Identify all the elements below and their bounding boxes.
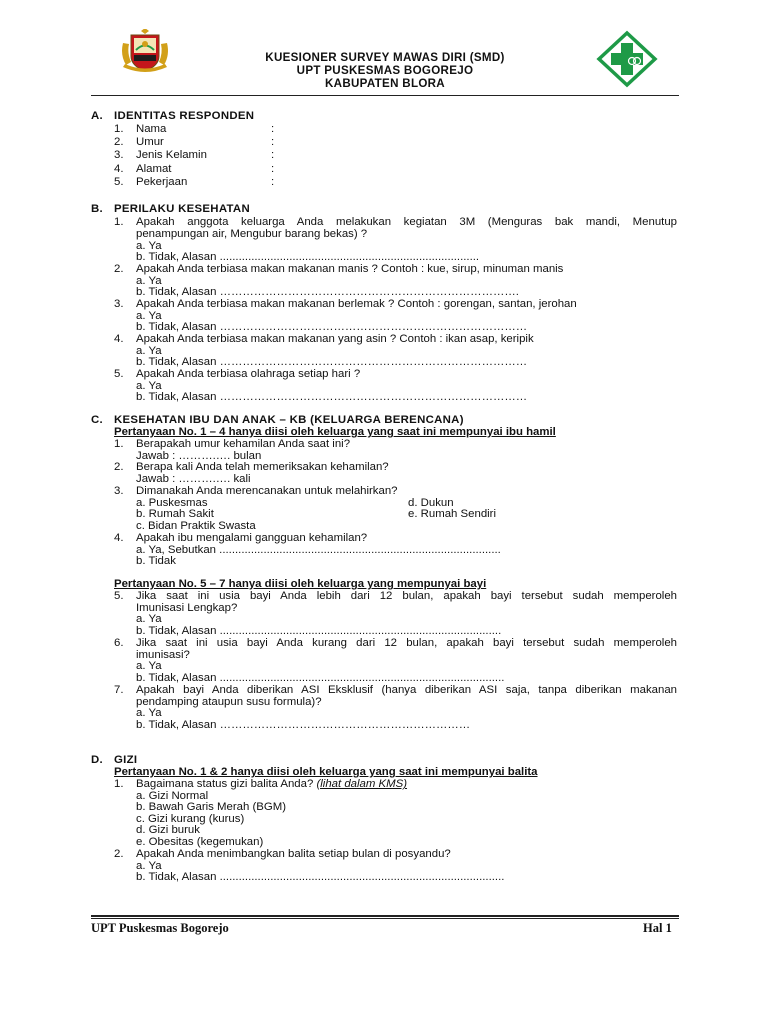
header-divider (91, 95, 679, 96)
option-e: e. Rumah Sendiri (408, 508, 497, 520)
answer-line: Jawab : ……….…. bulan (136, 450, 262, 462)
option-a: a. Ya (136, 240, 162, 252)
field-separator: : (271, 149, 275, 161)
footer-divider-thin (91, 918, 679, 919)
field-number: 2. (114, 136, 124, 148)
field-separator: : (271, 136, 275, 148)
field-label-nama: Nama (136, 123, 167, 135)
question-text: Apakah Anda menimbangkan balita setiap bulan di posyandu? (136, 848, 451, 860)
option-a: a. Ya (136, 860, 162, 872)
section-c-note-2: Pertanyaan No. 5 – 7 hanya diisi oleh keluarga yang mempunyai bayi (114, 578, 487, 590)
question-number: 6. (114, 637, 124, 649)
question-number: 3. (114, 298, 124, 310)
question-text: Jika saat ini usia bayi Anda lebih dari 12 bulan, apakah bayi tersebut sudah memperoleh (136, 590, 677, 602)
footer-page-number: Hal 1 (643, 921, 672, 935)
question-text: Dimanakah Anda merencanakan untuk melahirkan? (136, 485, 398, 497)
header-title-3: KABUPATEN BLORA (324, 77, 445, 90)
question-text: Berapakah umur kehamilan Anda saat ini? (136, 438, 351, 450)
option-b: b. Tidak, Alasan ………………………………………………………… (136, 719, 471, 731)
question-text-main: Bagaimana status gizi balita Anda? (136, 778, 314, 790)
question-text: Berapa kali Anda telah memeriksakan kehamilan? (136, 461, 389, 473)
question-text: Apakah ibu mengalami gangguan kehamilan? (136, 532, 368, 544)
option-a: a. Ya (136, 613, 162, 625)
question-number: 7. (114, 684, 124, 696)
question-number: 5. (114, 368, 124, 380)
option-b: b. Tidak, Alasan ……………………………………………………………………… (136, 391, 528, 403)
option-b: b. Tidak, Alasan ……………………………………………………………………. (136, 286, 519, 298)
option-a: a. Ya (136, 660, 162, 672)
footer-institution: UPT Puskesmas Bogorejo (91, 921, 229, 935)
section-c-letter: C. (91, 414, 103, 426)
field-number: 4. (114, 163, 124, 175)
question-number: 2. (114, 263, 124, 275)
field-label-umur: Umur (136, 136, 164, 148)
option-c: c. Gizi kurang (kurus) (136, 813, 245, 825)
option-b: b. Tidak, Alasan ......................................................................................... (136, 625, 502, 637)
field-label-jenis-kelamin: Jenis Kelamin (136, 149, 207, 161)
option-e: e. Obesitas (kegemukan) (136, 836, 264, 848)
question-text-cont: penampungan air, Mengubur barang bekas) ? (136, 228, 368, 240)
option-a: a. Ya (136, 310, 162, 322)
option-d: d. Gizi buruk (136, 824, 200, 836)
field-number: 5. (114, 176, 124, 188)
question-text: Apakah Anda terbiasa makan makanan berlemak ? Contoh : gorengan, santan, jerohan (136, 298, 577, 310)
option-b: b. Rumah Sakit (136, 508, 214, 520)
section-c-note-1: Pertanyaan No. 1 – 4 hanya diisi oleh keluarga yang saat ini mempunyai ibu hamil (114, 426, 556, 438)
option-b: b. Tidak, Alasan .......................................................................................... (136, 672, 505, 684)
puskesmas-cross-icon (596, 30, 658, 88)
question-number: 1. (114, 216, 124, 228)
option-a: a. Ya (136, 345, 162, 357)
section-a-letter: A. (91, 110, 103, 122)
option-a: a. Ya (136, 707, 162, 719)
question-text-cont: pendamping ataupun susu formula)? (136, 696, 322, 708)
section-d-letter: D. (91, 754, 103, 766)
question-text: Apakah Anda terbiasa makan makanan yang asin ? Contoh : ikan asap, keripik (136, 333, 534, 345)
option-b: b. Tidak (136, 555, 176, 567)
option-b: b. Bawah Garis Merah (BGM) (136, 801, 287, 813)
field-label-pekerjaan: Pekerjaan (136, 176, 188, 188)
option-c: c. Bidan Praktik Swasta (136, 520, 256, 532)
question-text: Apakah anggota keluarga Anda melakukan kegiatan 3M (Menguras bak mandi, Menutup (136, 216, 677, 228)
section-d-note: Pertanyaan No. 1 & 2 hanya diisi oleh keluarga yang saat ini mempunyai balita (114, 766, 538, 778)
option-b: b. Tidak, Alasan ……………………………………………………………………… (136, 321, 528, 333)
field-label-alamat: Alamat (136, 163, 172, 175)
field-separator: : (271, 123, 275, 135)
section-b-title: PERILAKU KESEHATAN (114, 203, 250, 215)
section-d-title: GIZI (114, 754, 138, 766)
section-b-letter: B. (91, 203, 103, 215)
footer-divider (91, 915, 679, 917)
question-text-cont: imunisasi? (136, 649, 190, 661)
question-number: 4. (114, 532, 124, 544)
question-text: Apakah Anda terbiasa olahraga setiap hari ? (136, 368, 361, 380)
option-b: b. Tidak, Alasan ……………………………………………………………………… (136, 356, 528, 368)
answer-line: Jawab : ……….…. kali (136, 473, 251, 485)
question-text: Apakah Anda terbiasa makan makanan manis ? Contoh : kue, sirup, minuman manis (136, 263, 564, 275)
kms-reference: (lihat dalam KMS) (316, 778, 408, 790)
option-b: b. Tidak, Alasan .................................................................................. (136, 251, 480, 263)
option-a: a. Ya (136, 380, 162, 392)
question-number: 3. (114, 485, 124, 497)
header-title-2: UPT PUSKESMAS BOGOREJO (296, 64, 474, 77)
header-title-1: KUESIONER SURVEY MAWAS DIRI (SMD) (265, 51, 505, 64)
question-text: Jika saat ini usia bayi Anda kurang dari 12 bulan, apakah bayi tersebut sudah memperoleh (136, 637, 677, 649)
option-a: a. Ya (136, 275, 162, 287)
option-a: a. Ya, Sebutkan ......................................................................................... (136, 544, 501, 556)
question-text-cont: Imunisasi Lengkap? (136, 602, 238, 614)
question-number: 2. (114, 848, 124, 860)
field-separator: : (271, 176, 275, 188)
option-d: d. Dukun (408, 497, 454, 509)
field-number: 3. (114, 149, 124, 161)
regency-emblem-icon (117, 29, 173, 75)
section-c-title: KESEHATAN IBU DAN ANAK – KB (KELUARGA BERENCANA) (114, 414, 464, 426)
question-text (136, 779, 407, 791)
question-number: 1. (114, 438, 124, 450)
question-number: 5. (114, 590, 124, 602)
question-number: 2. (114, 461, 124, 473)
option-a: a. Puskesmas (136, 497, 208, 509)
question-number: 1. (114, 778, 124, 790)
question-text: Apakah bayi Anda diberikan ASI Eksklusif (hanya diberikan ASI saja, tanpa diberikan makanan (136, 684, 677, 696)
field-number: 1. (114, 123, 124, 135)
section-a-title: IDENTITAS RESPONDEN (114, 110, 255, 122)
field-separator: : (271, 163, 275, 175)
question-number: 4. (114, 333, 124, 345)
option-b: b. Tidak, Alasan .......................................................................................... (136, 871, 505, 883)
option-a: a. Gizi Normal (136, 790, 209, 802)
